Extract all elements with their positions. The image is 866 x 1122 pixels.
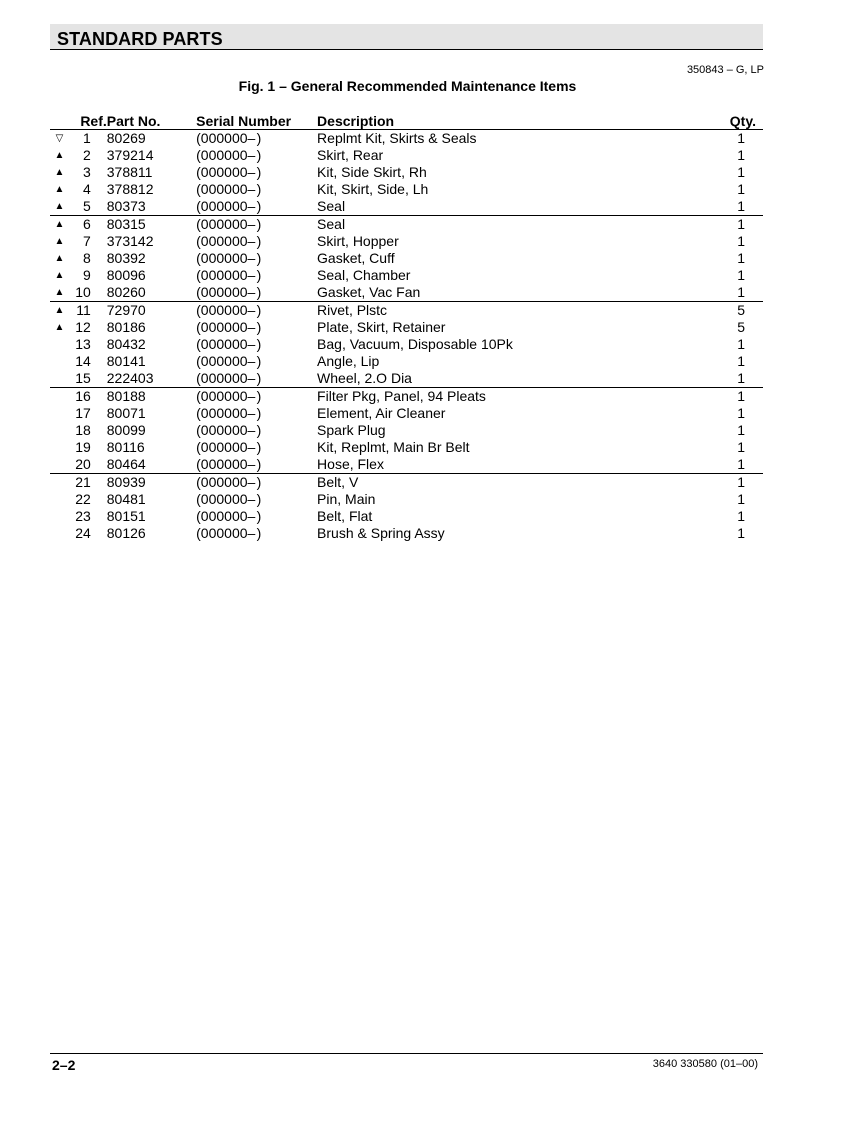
part-number-cell: 80315	[106, 216, 146, 232]
qty-cell: 1	[678, 456, 763, 474]
table-row	[50, 525, 763, 542]
ref-cell: 18	[75, 422, 91, 438]
serial-number-column-header: Serial Number	[196, 113, 317, 130]
ref-cell: 1	[82, 130, 91, 146]
qty-cell: 5	[737, 302, 745, 318]
serial-number-cell: (000000–	[196, 456, 256, 472]
serial-number-cell: (000000–	[196, 130, 256, 146]
description-cell: Belt, V	[317, 474, 359, 490]
part-no-column-header: Part No.	[107, 113, 196, 130]
page-number: 2–2	[52, 1057, 76, 1073]
mark-column-header	[50, 113, 69, 130]
description-cell: Pin, Main	[317, 491, 376, 507]
serial-close-paren: )	[256, 164, 262, 180]
serial-close-paren: )	[257, 456, 317, 474]
bullet-marker: ▲	[54, 219, 65, 230]
serial-number-cell: (000000–	[196, 147, 256, 163]
serial-number-cell: (000000–	[196, 284, 256, 300]
qty-cell: 1	[678, 370, 763, 388]
serial-close-paren: )	[256, 439, 262, 455]
description-cell: Plate, Skirt, Retainer	[317, 319, 446, 335]
serial-close-paren: )	[256, 130, 262, 146]
table-row	[50, 302, 763, 320]
part-number-cell: 80373	[107, 198, 196, 216]
qty-cell: 1	[737, 491, 745, 507]
ref-cell: 4	[82, 181, 91, 197]
ref-cell: 15	[69, 370, 107, 388]
description-cell: Bag, Vacuum, Disposable 10Pk	[317, 336, 513, 352]
serial-number-cell: (000000–	[196, 198, 256, 214]
description-cell: Skirt, Rear	[317, 147, 384, 163]
table-row	[50, 130, 763, 148]
serial-number-cell: (000000–	[196, 439, 256, 455]
qty-cell: 1	[737, 267, 745, 283]
serial-close-paren: )	[256, 422, 262, 438]
ref-cell: 22	[75, 491, 91, 507]
serial-number-cell: (000000–	[196, 508, 256, 524]
ref-cell: 5	[69, 198, 107, 216]
bullet-marker: ▲	[54, 184, 65, 195]
part-number-cell: 378811	[106, 164, 153, 180]
serial-number-cell: (000000–	[196, 422, 256, 438]
part-number-cell: 373142	[106, 233, 154, 249]
part-number-cell: 222403	[107, 370, 196, 388]
part-number-cell: 80151	[106, 508, 146, 524]
description-cell: Replmt Kit, Skirts & Seals	[317, 130, 477, 146]
serial-number-cell: (000000–	[196, 181, 256, 197]
qty-cell: 1	[737, 388, 745, 404]
qty-cell: 1	[737, 422, 745, 438]
table-header-row	[50, 113, 763, 130]
part-number-cell: 80939	[106, 474, 146, 490]
qty-cell: 1	[737, 405, 745, 421]
table-row	[50, 474, 763, 492]
table-row	[50, 456, 763, 474]
description-cell: Seal	[317, 198, 678, 216]
description-cell: Seal, Chamber	[317, 267, 411, 283]
description-cell: Spark Plug	[317, 422, 386, 438]
table-row	[50, 388, 763, 406]
ref-cell: 23	[75, 508, 91, 524]
bullet-marker	[50, 474, 69, 492]
serial-close-paren: )	[256, 336, 262, 352]
qty-cell: 1	[678, 284, 763, 302]
ref-cell: 13	[75, 336, 91, 352]
ref-cell: 24	[75, 525, 91, 541]
serial-close-paren: )	[256, 491, 262, 507]
serial-close-paren: )	[256, 267, 262, 283]
bullet-marker	[50, 439, 69, 456]
bullet-marker	[50, 405, 69, 422]
table-row	[50, 508, 763, 525]
table-row	[50, 147, 763, 164]
serial-number-cell: (000000–	[196, 336, 256, 352]
bullet-marker: ▽	[55, 133, 64, 144]
description-cell: Belt, Flat	[317, 508, 373, 524]
ref-cell: 2	[82, 147, 91, 163]
serial-number-cell: (000000–	[196, 164, 256, 180]
table-row	[50, 164, 763, 181]
part-number-cell: 379214	[106, 147, 154, 163]
table-row	[50, 353, 763, 370]
serial-close-paren: )	[257, 284, 317, 302]
qty-cell: 1	[737, 250, 745, 266]
qty-cell: 1	[737, 353, 745, 369]
bullet-marker: ▲	[54, 167, 65, 178]
bullet-marker	[50, 353, 69, 370]
table-row	[50, 284, 763, 302]
part-number-cell: 80126	[106, 525, 146, 541]
serial-close-paren: )	[256, 405, 262, 421]
ref-cell: 17	[75, 405, 91, 421]
description-cell: Gasket, Vac Fan	[317, 284, 678, 302]
serial-close-paren: )	[256, 181, 262, 197]
serial-close-paren: )	[256, 302, 262, 318]
ref-cell: 7	[82, 233, 91, 249]
serial-number-cell: (000000–	[196, 250, 256, 266]
serial-close-paren: )	[256, 216, 262, 232]
bullet-marker	[50, 370, 69, 388]
qty-cell: 1	[737, 525, 745, 541]
description-cell: Brush & Spring Assy	[317, 525, 445, 541]
serial-close-paren: )	[256, 474, 262, 490]
serial-close-paren: )	[256, 508, 262, 524]
ref-cell: 20	[69, 456, 107, 474]
description-cell: Angle, Lip	[317, 353, 380, 369]
bullet-marker	[50, 508, 69, 525]
description-column-header: Description	[317, 113, 678, 130]
description-cell: Rivet, Plstc	[317, 302, 388, 318]
serial-close-paren: )	[256, 388, 262, 404]
ref-cell: 16	[75, 388, 91, 404]
description-cell: Wheel, 2.O Dia	[317, 370, 678, 388]
qty-cell: 1	[737, 216, 745, 232]
qty-cell: 5	[737, 319, 745, 335]
description-cell: Hose, Flex	[317, 456, 678, 474]
qty-cell: 1	[737, 147, 745, 163]
part-number-cell: 80141	[106, 353, 146, 369]
table-row	[50, 491, 763, 508]
ref-cell: 8	[82, 250, 91, 266]
ref-cell: 10	[69, 284, 107, 302]
ref-cell: 19	[75, 439, 91, 455]
serial-number-cell: (000000–	[196, 388, 256, 404]
table-row	[50, 233, 763, 250]
table-row	[50, 336, 763, 353]
serial-number-cell: (000000–	[196, 233, 256, 249]
section-title: STANDARD PARTS	[57, 29, 223, 49]
description-cell: Kit, Side Skirt, Rh	[317, 164, 427, 180]
qty-cell: 1	[737, 181, 745, 197]
table-row	[50, 198, 763, 216]
qty-cell: 1	[737, 130, 745, 146]
bullet-marker: ▲	[54, 253, 65, 264]
bullet-marker: ▲	[54, 236, 65, 247]
serial-close-paren: )	[257, 198, 317, 216]
qty-cell: 1	[737, 336, 745, 352]
description-cell: Kit, Replmt, Main Br Belt	[317, 439, 470, 455]
table-row	[50, 439, 763, 456]
part-number-cell: 80188	[106, 388, 146, 404]
footer-divider	[50, 1053, 763, 1054]
description-cell: Skirt, Hopper	[317, 233, 399, 249]
ref-cell: 14	[75, 353, 91, 369]
qty-cell: 1	[737, 508, 745, 524]
description-cell: Seal	[317, 216, 346, 232]
bullet-marker: ▲	[50, 284, 69, 302]
part-number-cell: 80432	[106, 336, 146, 352]
part-number-cell: 80269	[106, 130, 146, 146]
footer-document-code: 3640 330580 (01–00)	[652, 1058, 758, 1070]
bullet-marker: ▲	[54, 322, 65, 333]
qty-cell: 1	[737, 164, 745, 180]
bullet-marker: ▲	[50, 198, 69, 216]
bullet-marker	[50, 456, 69, 474]
serial-number-cell: (000000–	[196, 525, 256, 541]
parts-table-body	[50, 130, 763, 543]
part-number-cell: 80260	[107, 284, 196, 302]
serial-number-cell: (000000–	[196, 319, 256, 335]
qty-cell: 1	[737, 474, 745, 490]
qty-cell: 1	[737, 439, 745, 455]
serial-number-cell: (000000–	[196, 216, 256, 232]
serial-number-cell: (000000–	[196, 302, 256, 318]
ref-cell: 9	[82, 267, 91, 283]
part-number-cell: 80464	[107, 456, 196, 474]
part-number-cell: 72970	[106, 302, 146, 318]
part-number-cell: 80186	[106, 319, 146, 335]
part-number-cell: 80116	[106, 439, 145, 455]
bullet-marker: ▲	[54, 305, 65, 316]
description-cell: Gasket, Cuff	[317, 250, 395, 266]
ref-cell: 21	[75, 474, 91, 490]
ref-cell: 12	[75, 319, 91, 335]
description-cell: Kit, Skirt, Side, Lh	[317, 181, 429, 197]
section-header-bar	[50, 24, 763, 50]
table-row	[50, 267, 763, 284]
bullet-marker	[50, 388, 69, 406]
part-number-cell: 80099	[106, 422, 146, 438]
serial-number-cell: (000000–	[196, 474, 256, 490]
bullet-marker: ▲	[54, 150, 65, 161]
serial-close-paren: )	[256, 147, 262, 163]
serial-number-cell: (000000–	[196, 370, 256, 386]
bullet-marker	[50, 491, 69, 508]
qty-column-header: Qty.	[678, 113, 763, 130]
qty-cell: 1	[678, 198, 763, 216]
ref-cell: 6	[82, 216, 91, 232]
serial-number-cell: (000000–	[196, 405, 256, 421]
serial-close-paren: )	[256, 319, 262, 335]
table-row	[50, 250, 763, 267]
part-number-cell: 80481	[106, 491, 146, 507]
table-row	[50, 405, 763, 422]
ref-column-header: Ref.	[69, 113, 107, 130]
figure-title: Fig. 1 – General Recommended Maintenance Items	[238, 78, 577, 94]
qty-cell: 1	[737, 233, 745, 249]
table-row	[50, 319, 763, 336]
document-code: 350843 – G, LP	[686, 64, 764, 76]
part-number-cell: 80096	[106, 267, 146, 283]
table-row	[50, 370, 763, 388]
serial-number-cell: (000000–	[196, 491, 256, 507]
serial-close-paren: )	[256, 250, 262, 266]
part-number-cell: 378812	[106, 181, 154, 197]
table-row	[50, 216, 763, 234]
serial-number-cell: (000000–	[196, 267, 256, 283]
serial-close-paren: )	[257, 370, 317, 388]
table-row	[50, 422, 763, 439]
bullet-marker: ▲	[54, 270, 65, 281]
serial-number-cell: (000000–	[196, 353, 256, 369]
parts-table	[50, 113, 763, 542]
serial-close-paren: )	[256, 525, 262, 541]
description-cell: Element, Air Cleaner	[317, 405, 446, 421]
bullet-marker	[50, 525, 69, 542]
description-cell: Filter Pkg, Panel, 94 Pleats	[317, 388, 486, 404]
serial-close-paren: )	[256, 233, 262, 249]
bullet-marker	[50, 422, 69, 439]
table-row	[50, 181, 763, 198]
serial-close-paren: )	[256, 353, 262, 369]
part-number-cell: 80392	[106, 250, 146, 266]
bullet-marker	[50, 336, 69, 353]
ref-cell: 3	[82, 164, 91, 180]
part-number-cell: 80071	[106, 405, 146, 421]
ref-cell: 11	[76, 302, 91, 318]
